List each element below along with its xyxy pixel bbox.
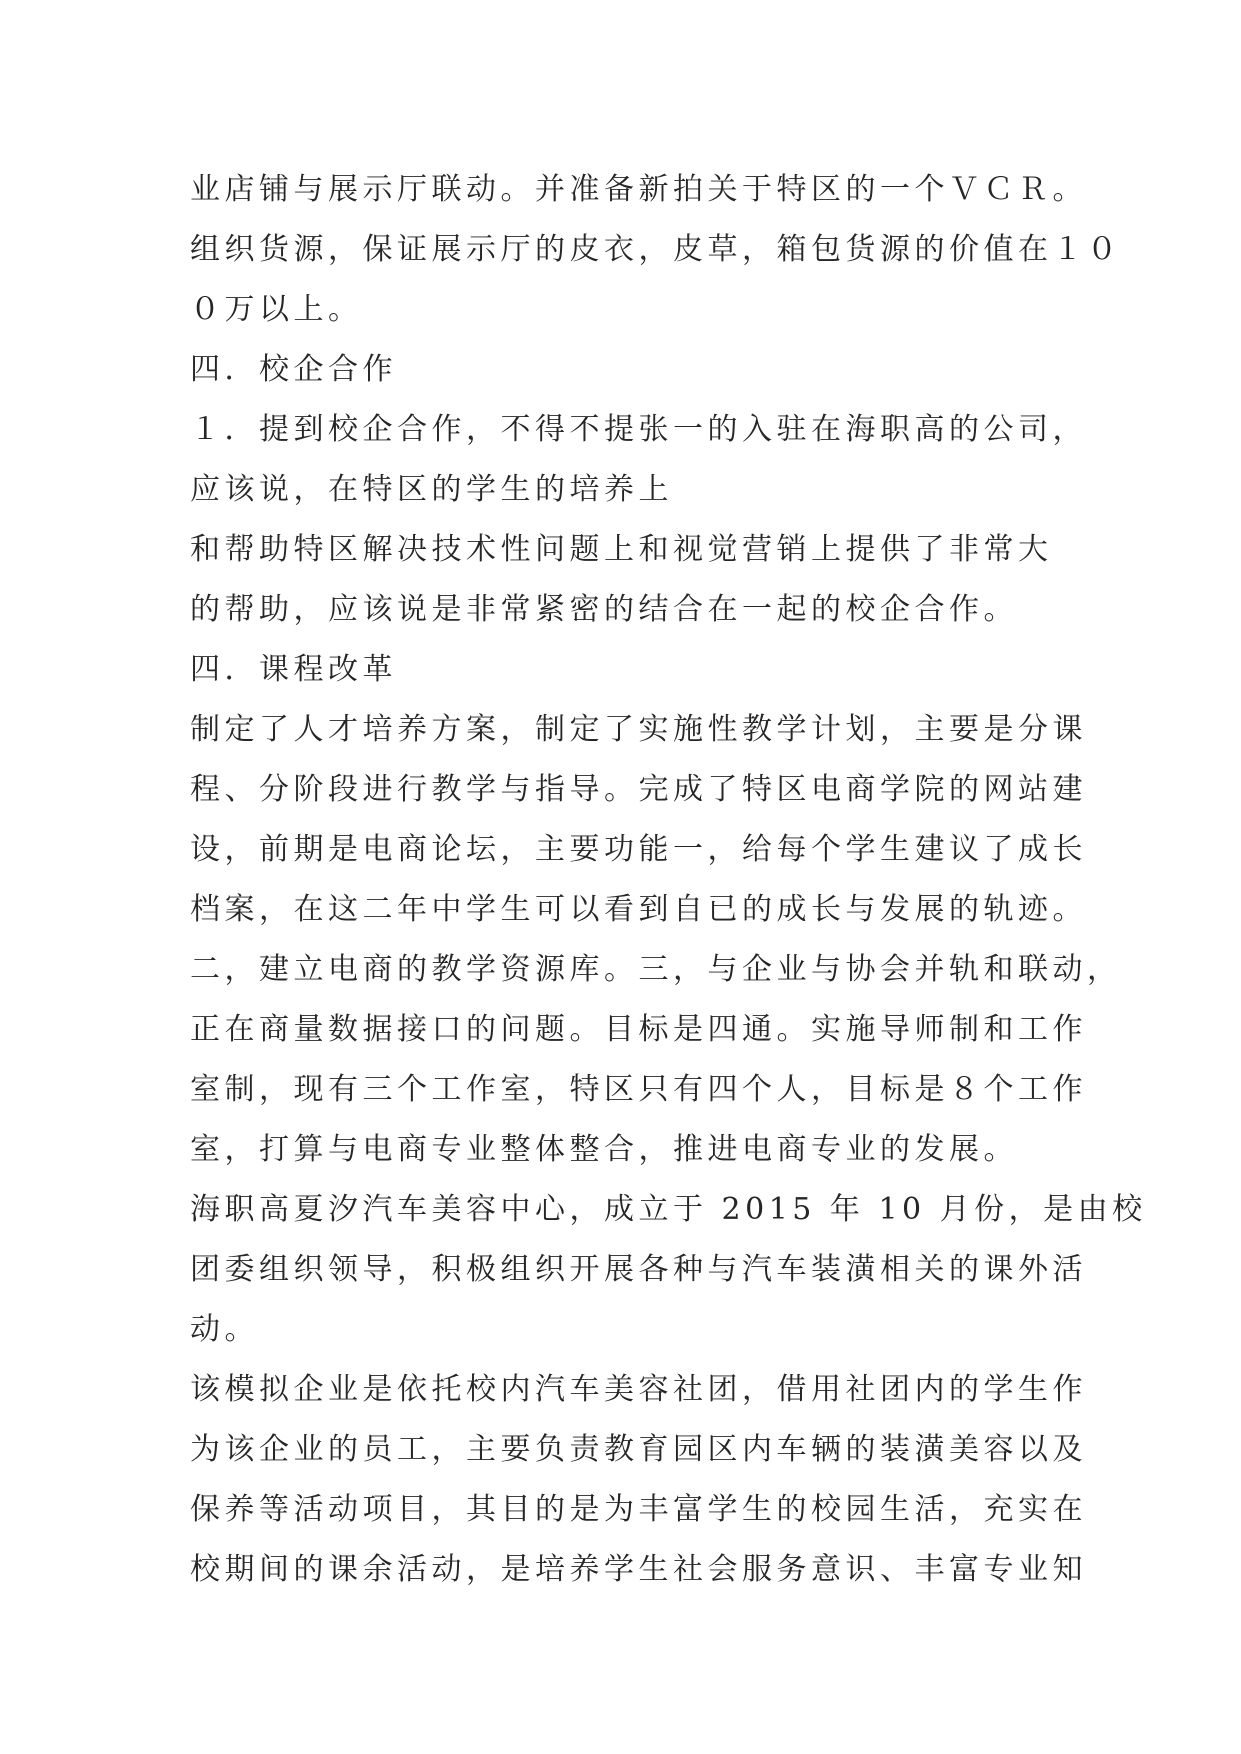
text-line: 的帮助，应该说是非常紧密的结合在一起的校企合作。 bbox=[190, 592, 1018, 627]
text-line: 动。 bbox=[190, 1312, 259, 1347]
text-line: 团委组织领导，积极组织开展各种与汽车装潢相关的课外活 bbox=[190, 1252, 1087, 1287]
section-heading: 四．课程改革 bbox=[190, 652, 397, 687]
text-line: 档案，在这二年中学生可以看到自已的成长与发展的轨迹。 bbox=[190, 892, 1087, 927]
text-line: 校期间的课余活动，是培养学生社会服务意识、丰富专业知 bbox=[190, 1552, 1087, 1587]
text-line: 二，建立电商的教学资源库。三，与企业与协会并轨和联动， bbox=[190, 952, 1122, 987]
text-line: 为该企业的员工，主要负责教育园区内车辆的装潢美容以及 bbox=[190, 1432, 1087, 1467]
text-line: 保养等活动项目，其目的是为丰富学生的校园生活，充实在 bbox=[190, 1492, 1087, 1527]
text-line: １．提到校企合作，不得不提张一的入驻在海职高的公司， bbox=[190, 412, 1087, 447]
text-line: 组织货源，保证展示厅的皮衣，皮草，箱包货源的价值在１０ bbox=[190, 232, 1122, 267]
text-line: 该模拟企业是依托校内汽车美容社团，借用社团内的学生作 bbox=[190, 1372, 1087, 1407]
text-line: 和帮助特区解决技术性问题上和视觉营销上提供了非常大 bbox=[190, 532, 1053, 567]
text-line: 设，前期是电商论坛，主要功能一，给每个学生建议了成长 bbox=[190, 832, 1087, 867]
section-heading: 四．校企合作 bbox=[190, 352, 397, 387]
text-line: 正在商量数据接口的问题。目标是四通。实施导师制和工作 bbox=[190, 1012, 1087, 1047]
body-text bbox=[190, 160, 1147, 1600]
text-line: 制定了人才培养方案，制定了实施性教学计划，主要是分课 bbox=[190, 712, 1087, 747]
text-line: 室，打算与电商专业整体整合，推进电商专业的发展。 bbox=[190, 1132, 1018, 1167]
text-line: 业店铺与展示厅联动。并准备新拍关于特区的一个ＶＣＲ。 bbox=[190, 172, 1087, 207]
text-line: 程、分阶段进行教学与指导。完成了特区电商学院的网站建 bbox=[190, 772, 1087, 807]
text-line: 应该说，在特区的学生的培养上 bbox=[190, 472, 673, 507]
text-line: ０万以上。 bbox=[190, 292, 363, 327]
text-line: 海职高夏汐汽车美容中心，成立于 2015 年 10 月份，是由校 bbox=[190, 1192, 1147, 1227]
text-line: 室制，现有三个工作室，特区只有四个人，目标是８个工作 bbox=[190, 1072, 1087, 1107]
